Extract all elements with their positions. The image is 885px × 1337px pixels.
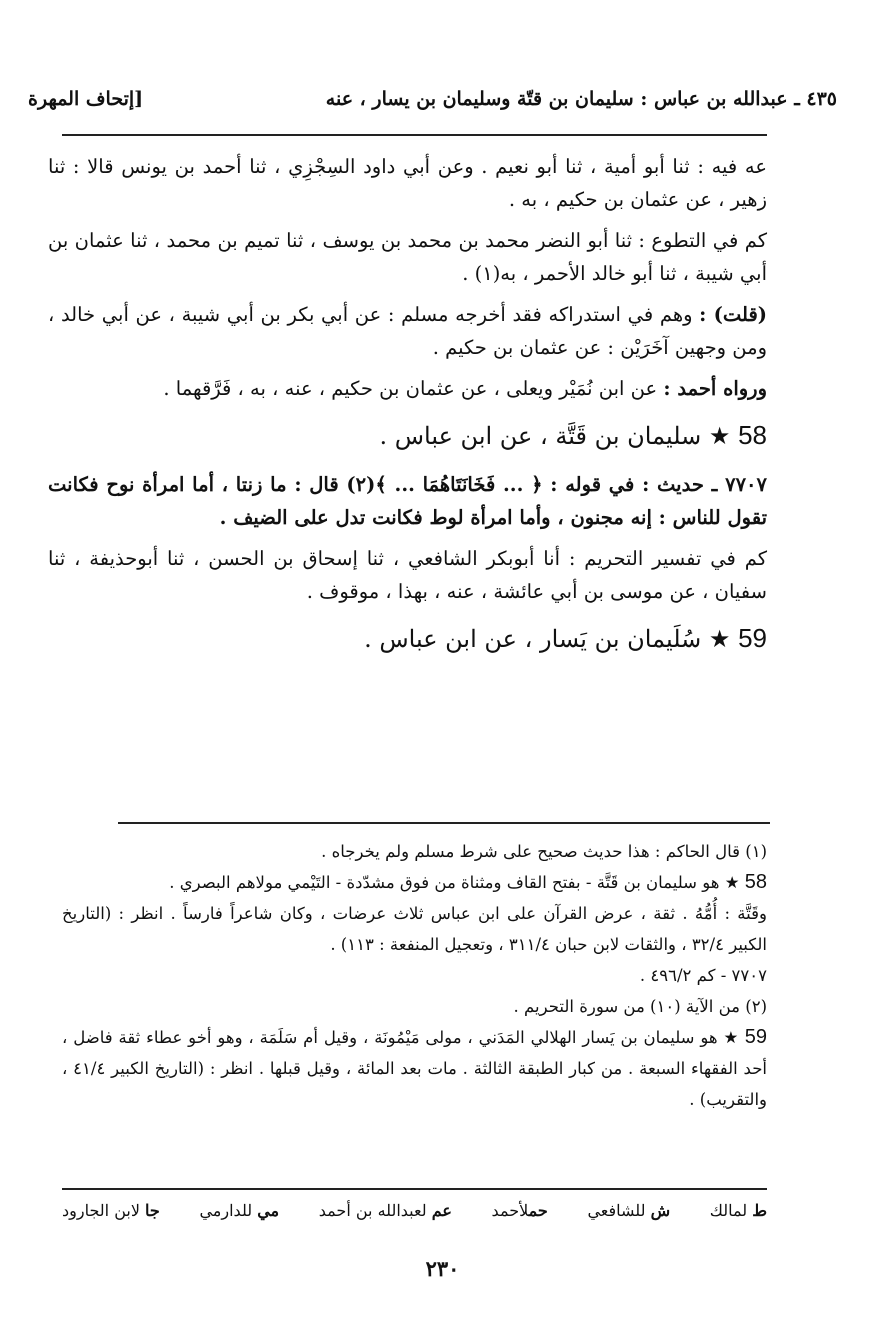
footnote-number: 58 [744, 871, 767, 893]
abbreviation-code: جا [145, 1201, 160, 1220]
page-number: ٢٣٠ [425, 1256, 460, 1281]
heading-text: ★ سُلَيمان بن يَسار ، عن ابن عباس . [364, 625, 731, 653]
header-book-name: [إتحاف المهرة [28, 88, 144, 110]
abbreviation-code: عم [431, 1201, 452, 1220]
heading-number: 59 [738, 623, 767, 653]
paragraph: كم في تفسير التحريم : أنا أبوبكر الشافعي ، ثنا إسحاق بن الحسن ، ثنا أبوحذيفة ، ثنا سفيان ، عن موسى بن أبي عائشة ، عنه ، بهذا ، موقوف . [48, 547, 767, 603]
footnote: ٧٧٠٧ - كم ٤٩٦/٢ . [639, 966, 767, 985]
abbreviation-code: حم [528, 1201, 548, 1220]
heading-text: ★ سليمان بن قَتَّة ، عن ابن عباس . [379, 422, 731, 450]
paragraph: كم في التطوع : ثنا أبو النضر محمد بن محمد بن يوسف ، ثنا تميم بن محمد ، ثنا عثمان بن أبي شيبة ، ثنا أبو خالد الأحمر ، به(١) . [48, 229, 767, 285]
abbreviation [710, 1196, 767, 1226]
footnote: (١) قال الحاكم : هذا حديث صحيح على شرط مسلم ولم يخرجاه . [321, 842, 767, 861]
abbreviation [587, 1196, 670, 1226]
footnote [62, 1022, 767, 1115]
footnote: (٢) من الآية (١٠) من سورة التحريم . [513, 997, 767, 1016]
footnote-rule [118, 822, 770, 824]
footnote-text: ★ هو سليمان بن يَسار الهلالي المَدَني ، مولى مَيْمُونَة ، وقيل أم سَلَمَة ، وهو أخو عطاء ثقة فاضل ، أحد الفقهاء السبعة . من كبار الطبقة الثالثة . مات بعد المائة ، وقيل قبلها . انظر : (التاريخ الكبير ٤١/٤ ، والتقريب) . [62, 1028, 767, 1109]
abbreviation-name: لأحمد [491, 1201, 529, 1220]
section-heading-58 [48, 413, 767, 458]
paragraph-lead: (قلت) : [699, 303, 767, 326]
hadith-entry: ٧٧٠٧ ـ حديث : في قوله : ﴿ ... فَخَانَتَاهُمَا ... ﴾(٢) قال : ما زنتا ، أما امرأة نوح فكانت تقول للناس : إنه مجنون ، وأما امرأة لوط فكانت تدل على الضيف . [48, 473, 768, 529]
section-heading-59 [48, 616, 767, 661]
abbreviation [62, 1196, 160, 1226]
abbreviation-code: مي [257, 1201, 280, 1220]
footnotes [62, 836, 767, 1115]
abbreviation-name: لمالك [709, 1201, 748, 1220]
abbreviation-name: للشافعي [587, 1201, 646, 1220]
abbreviations-rule [62, 1188, 767, 1190]
abbreviation-name: للدارمي [199, 1201, 253, 1220]
abbreviations-legend [62, 1196, 767, 1226]
header-rule [62, 134, 767, 136]
abbreviation-name: لعبدالله بن أحمد [318, 1201, 427, 1220]
heading-number: 58 [738, 420, 767, 450]
abbreviation [492, 1196, 548, 1226]
paragraph: عه فيه : ثنا أبو أمية ، ثنا أبو نعيم . وعن أبي داود السِجْزِي ، ثنا أحمد بن يونس قالا : ثنا زهير ، عن عثمان بن حكيم ، به . [48, 155, 767, 211]
abbreviation-name: لابن الجارود [62, 1201, 140, 1220]
footnote-text: ★ هو سليمان بن قَتَّة - بفتح القاف ومثناة من فوق مشدّدة - التَيْمي مولاهم البصري . [169, 873, 745, 892]
abbreviation [199, 1196, 279, 1226]
paragraph-lead: ورواه أحمد : [663, 377, 767, 400]
footnote: وقَتَّة : أُمُّهُ . ثقة ، عرض القرآن على ابن عباس ثلاث عرضات ، وكان شاعراً فارساً . انظر : (التاريخ الكبير ٣٢/٤ ، والثقات لابن حبان ٣١١/٤ ، وتعجيل المنفعة : ١١٣) . [62, 904, 767, 954]
main-text [48, 150, 767, 671]
running-header [28, 88, 837, 122]
abbreviation-code: ط [752, 1201, 767, 1220]
header-title: ٤٣٥ ـ عبدالله بن عباس : سليمان بن قتّة وسليمان بن يسار ، عنه [325, 88, 837, 110]
footnote-number: 59 [744, 1026, 767, 1048]
paragraph [48, 298, 767, 364]
paragraph-text: وهم في استدراكه فقد أخرجه مسلم : عن أبي بكر بن أبي شيبة ، عن أبي خالد ، ومن وجهين آخَرَيْن : عن عثمان بن حكيم . [48, 303, 767, 359]
paragraph-text: عن ابن نُمَيْر ويعلى ، عن عثمان بن حكيم ، عنه ، به ، فَرَّقهما . [163, 377, 664, 400]
footnote [62, 867, 767, 898]
abbreviation-code: ش [650, 1201, 671, 1220]
abbreviation [319, 1196, 452, 1226]
paragraph [48, 372, 767, 405]
